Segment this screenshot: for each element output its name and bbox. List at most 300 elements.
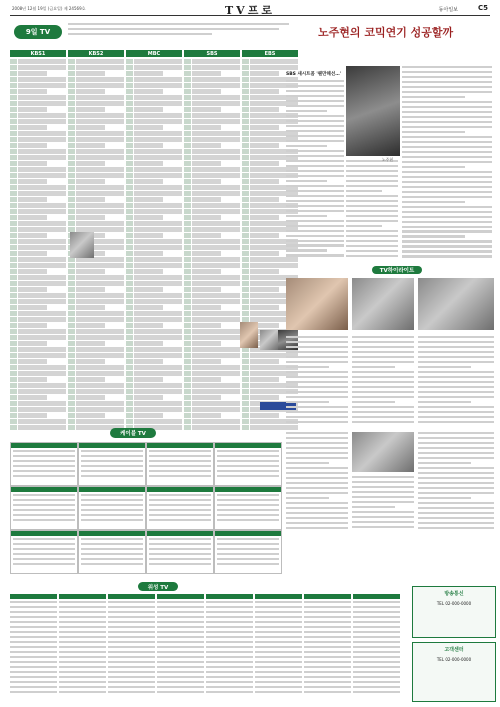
text-line (10, 666, 57, 668)
text-line (157, 656, 204, 658)
listing-row (184, 407, 240, 412)
text-line (418, 442, 494, 444)
listing-row (126, 407, 182, 412)
text-line (418, 421, 494, 423)
text-line (402, 136, 492, 138)
listing-column-sbs (184, 59, 240, 439)
text-line (286, 200, 344, 202)
text-line (418, 437, 494, 439)
listing-row (126, 179, 182, 184)
text-line (286, 90, 344, 92)
text-line (352, 366, 395, 368)
text-line (59, 681, 106, 683)
cable-channel-box (78, 442, 146, 486)
text-line (346, 220, 398, 222)
highlight-photo-3 (418, 278, 494, 330)
listing-row (126, 377, 182, 382)
listing-row (126, 287, 182, 292)
satellite-channel-column (10, 594, 57, 702)
highlight-text-4 (286, 432, 348, 532)
text-line (10, 656, 57, 658)
listing-row (10, 419, 66, 424)
listing-row (126, 149, 182, 154)
satellite-channel-column (304, 594, 351, 702)
text-line (418, 462, 471, 464)
text-line (59, 616, 106, 618)
text-line (402, 166, 465, 168)
text-line (304, 656, 351, 658)
text-line (346, 215, 398, 217)
listing-row (184, 383, 240, 388)
text-line (13, 499, 75, 501)
text-line (206, 686, 253, 688)
listing-row (184, 71, 240, 76)
text-line (352, 476, 414, 478)
text-line (286, 165, 344, 167)
listing-row (184, 191, 240, 196)
listing-row (68, 149, 124, 154)
text-line (206, 611, 253, 613)
text-line (10, 686, 57, 688)
text-line (304, 606, 351, 608)
listing-row (126, 143, 182, 148)
text-line (304, 601, 351, 603)
listing-row (126, 131, 182, 136)
text-line (418, 381, 494, 383)
listing-row (68, 137, 124, 142)
listing-row (68, 305, 124, 310)
satellite-channel-column (157, 594, 204, 702)
listing-row (184, 257, 240, 262)
text-line (13, 514, 75, 516)
text-line (402, 151, 492, 153)
listing-row (10, 83, 66, 88)
text-line (402, 235, 465, 237)
listing-row (68, 185, 124, 190)
listing-row (10, 179, 66, 184)
listing-row (68, 143, 124, 148)
listing-row (68, 323, 124, 328)
text-line (352, 421, 414, 423)
listing-row (10, 191, 66, 196)
listing-row (184, 377, 240, 382)
text-line (418, 482, 494, 484)
text-line (255, 676, 302, 678)
text-line (286, 401, 329, 403)
text-line (206, 691, 253, 693)
listing-row (68, 419, 124, 424)
listing-row (184, 227, 240, 232)
listing-row (184, 215, 240, 220)
feature-body-mid (346, 160, 398, 262)
text-line (346, 235, 398, 237)
text-line (352, 401, 395, 403)
listing-row (184, 317, 240, 322)
listing-row (68, 203, 124, 208)
text-line (402, 86, 492, 88)
listing-row (184, 101, 240, 106)
listing-row (126, 329, 182, 334)
text-line (108, 621, 155, 623)
listing-row (126, 347, 182, 352)
text-line (59, 686, 106, 688)
text-line (81, 475, 143, 477)
listing-row (10, 389, 66, 394)
text-line (286, 80, 344, 82)
ad-block-top (412, 586, 496, 638)
text-line (81, 455, 143, 457)
text-line (81, 499, 143, 501)
text-line (402, 131, 465, 133)
listing-row (10, 149, 66, 154)
listing-row (126, 365, 182, 370)
text-line (157, 651, 204, 653)
listing-row (126, 281, 182, 286)
text-line (13, 509, 75, 511)
listing-row (68, 413, 124, 418)
text-line (353, 651, 400, 653)
listing-row (10, 173, 66, 178)
text-line (402, 176, 492, 178)
text-line (286, 215, 327, 217)
text-line (286, 416, 348, 418)
listing-row (10, 113, 66, 118)
text-line (157, 606, 204, 608)
ad-phone: TEL 02-000-0000 (436, 601, 472, 606)
text-line (13, 543, 75, 545)
satellite-section-title (138, 582, 178, 591)
text-line (217, 558, 279, 560)
feature-headline: 노주현의 코믹연기 성공할까 (318, 26, 454, 39)
text-line (286, 95, 344, 97)
listing-row (184, 299, 240, 304)
listing-column-kbs1 (10, 59, 66, 439)
text-line (402, 71, 492, 73)
text-line (108, 641, 155, 643)
listing-row (126, 311, 182, 316)
text-line (149, 455, 211, 457)
text-line (353, 641, 400, 643)
text-line (217, 519, 279, 521)
text-line (353, 611, 400, 613)
text-line (255, 606, 302, 608)
text-line (286, 432, 348, 434)
text-line (81, 558, 143, 560)
text-line (346, 190, 382, 192)
listing-row (10, 329, 66, 334)
listing-row (68, 269, 124, 274)
text-line (418, 386, 494, 388)
text-line (59, 676, 106, 678)
text-line (352, 391, 414, 393)
text-line (149, 548, 211, 550)
text-line (352, 511, 414, 513)
text-line (418, 477, 494, 479)
text-line (206, 601, 253, 603)
listing-row (126, 257, 182, 262)
cable-channel-box (146, 486, 214, 530)
text-line (81, 514, 143, 516)
listing-row (242, 65, 298, 70)
listing-row (10, 197, 66, 202)
text-line (402, 230, 492, 232)
text-line (353, 616, 400, 618)
listing-row (10, 77, 66, 82)
text-line (286, 442, 348, 444)
highlight-text-1 (286, 336, 348, 426)
text-line (402, 76, 492, 78)
listing-row (126, 59, 182, 64)
text-line (353, 656, 400, 658)
text-line (304, 661, 351, 663)
listing-row (126, 413, 182, 418)
text-line (157, 691, 204, 693)
text-line (353, 631, 400, 633)
text-line (402, 196, 492, 198)
listing-row (10, 89, 66, 94)
text-line (286, 100, 344, 102)
text-line (206, 631, 253, 633)
text-line (286, 507, 348, 509)
text-line (81, 553, 143, 555)
text-line (418, 527, 494, 529)
text-line (157, 641, 204, 643)
listing-row (10, 167, 66, 172)
text-line (286, 185, 344, 187)
listing-row (184, 419, 240, 424)
text-line (304, 676, 351, 678)
listing-row (184, 143, 240, 148)
listing-row (68, 263, 124, 268)
listing-row (184, 245, 240, 250)
text-line (418, 432, 494, 434)
listing-row (68, 173, 124, 178)
listing-row (126, 161, 182, 166)
text-line (10, 691, 57, 693)
text-line (346, 170, 398, 172)
text-line (286, 391, 348, 393)
listing-row (184, 239, 240, 244)
text-line (353, 691, 400, 693)
text-line (255, 651, 302, 653)
listing-row (126, 383, 182, 388)
text-line (304, 666, 351, 668)
text-line (286, 120, 344, 122)
listing-row (184, 89, 240, 94)
listing-row (10, 119, 66, 124)
listing-row (68, 359, 124, 364)
cable-section-title (110, 428, 156, 438)
listing-row (184, 155, 240, 160)
listing-row (126, 419, 182, 424)
listing-row (68, 383, 124, 388)
text-line (157, 681, 204, 683)
listing-row (126, 353, 182, 358)
text-line (353, 636, 400, 638)
listing-row (10, 59, 66, 64)
text-line (304, 691, 351, 693)
text-line (402, 186, 492, 188)
text-line (352, 381, 414, 383)
text-line (286, 522, 348, 524)
listing-row (126, 203, 182, 208)
listing-row (184, 323, 240, 328)
text-line (286, 462, 329, 464)
text-line (286, 447, 348, 449)
text-line (286, 512, 348, 514)
text-line (149, 475, 211, 477)
listing-row (184, 95, 240, 100)
text-line (346, 225, 382, 227)
listing-row (10, 287, 66, 292)
text-line (149, 450, 211, 452)
listing-row (184, 221, 240, 226)
channel-label: MBC (147, 50, 161, 57)
text-line (157, 621, 204, 623)
text-line (108, 651, 155, 653)
feature-body-right (402, 66, 492, 262)
text-line (59, 646, 106, 648)
listing-row (184, 359, 240, 364)
listing-row (10, 239, 66, 244)
paper-name: 동아일보 (438, 7, 458, 13)
listing-row (184, 137, 240, 142)
text-line (255, 661, 302, 663)
text-line (304, 621, 351, 623)
listing-row (68, 167, 124, 172)
section-title: TV프로 (225, 4, 275, 17)
listing-row (68, 317, 124, 322)
listing-row (126, 155, 182, 160)
listing-row (10, 335, 66, 340)
text-line (149, 499, 211, 501)
listing-row (68, 161, 124, 166)
text-line (149, 563, 211, 565)
text-line (304, 611, 351, 613)
listing-row (68, 335, 124, 340)
program-photo (240, 322, 258, 348)
text-line (59, 691, 106, 693)
text-line (206, 636, 253, 638)
tv-highlights-title (372, 266, 422, 274)
listing-row (126, 341, 182, 346)
listing-row (184, 353, 240, 358)
listing-row (68, 95, 124, 100)
listing-row (10, 371, 66, 376)
text-line (59, 631, 106, 633)
listing-row (126, 191, 182, 196)
text-line (402, 221, 492, 223)
listing-row (184, 113, 240, 118)
text-line (286, 376, 348, 378)
text-line (10, 606, 57, 608)
text-line (352, 371, 414, 373)
feature-photo-caption: 노주현 (382, 157, 394, 162)
listing-row (10, 311, 66, 316)
text-line (255, 601, 302, 603)
listing-row (126, 221, 182, 226)
text-line (286, 220, 344, 222)
text-line (286, 180, 327, 182)
text-line (352, 491, 414, 493)
text-line (10, 601, 57, 603)
text-line (286, 411, 348, 413)
listing-row (184, 365, 240, 370)
listing-row (126, 83, 182, 88)
text-line (418, 512, 494, 514)
listing-row (68, 347, 124, 352)
text-line (286, 125, 344, 127)
text-line (108, 646, 155, 648)
text-line (402, 206, 492, 208)
text-line (286, 381, 348, 383)
text-line (217, 504, 279, 506)
text-line (346, 200, 398, 202)
listing-row (126, 389, 182, 394)
text-line (352, 351, 414, 353)
listing-row (184, 329, 240, 334)
listing-row (184, 311, 240, 316)
text-line (108, 636, 155, 638)
listing-row (184, 197, 240, 202)
text-line (418, 517, 494, 519)
text-line (13, 548, 75, 550)
ad-phone: TEL 02-000-0000 (436, 657, 472, 662)
text-line (286, 155, 344, 157)
text-line (286, 437, 348, 439)
text-line (157, 671, 204, 673)
text-line (149, 519, 211, 521)
text-line (286, 467, 348, 469)
listing-row (68, 119, 124, 124)
text-line (255, 616, 302, 618)
text-line (346, 210, 398, 212)
text-line (255, 621, 302, 623)
text-line (418, 346, 494, 348)
text-line (59, 621, 106, 623)
text-line (10, 626, 57, 628)
text-line (352, 486, 414, 488)
listing-row (68, 293, 124, 298)
text-line (10, 636, 57, 638)
text-line (10, 651, 57, 653)
listing-row (126, 209, 182, 214)
listing-row (126, 197, 182, 202)
text-line (352, 496, 414, 498)
text-line (81, 504, 143, 506)
text-line (149, 465, 211, 467)
listing-row (184, 161, 240, 166)
text-line (13, 563, 75, 565)
listing-row (10, 299, 66, 304)
listing-row (10, 395, 66, 400)
listing-row (10, 383, 66, 388)
listing-row (184, 395, 240, 400)
text-line (10, 646, 57, 648)
text-line (352, 516, 414, 518)
listing-row (184, 167, 240, 172)
listing-row (10, 275, 66, 280)
cable-channel-box (146, 442, 214, 486)
text-line (304, 651, 351, 653)
text-line (157, 676, 204, 678)
text-line (108, 631, 155, 633)
text-line (206, 651, 253, 653)
text-line (352, 416, 414, 418)
text-line (418, 361, 494, 363)
listing-row (10, 257, 66, 262)
text-line (402, 106, 492, 108)
